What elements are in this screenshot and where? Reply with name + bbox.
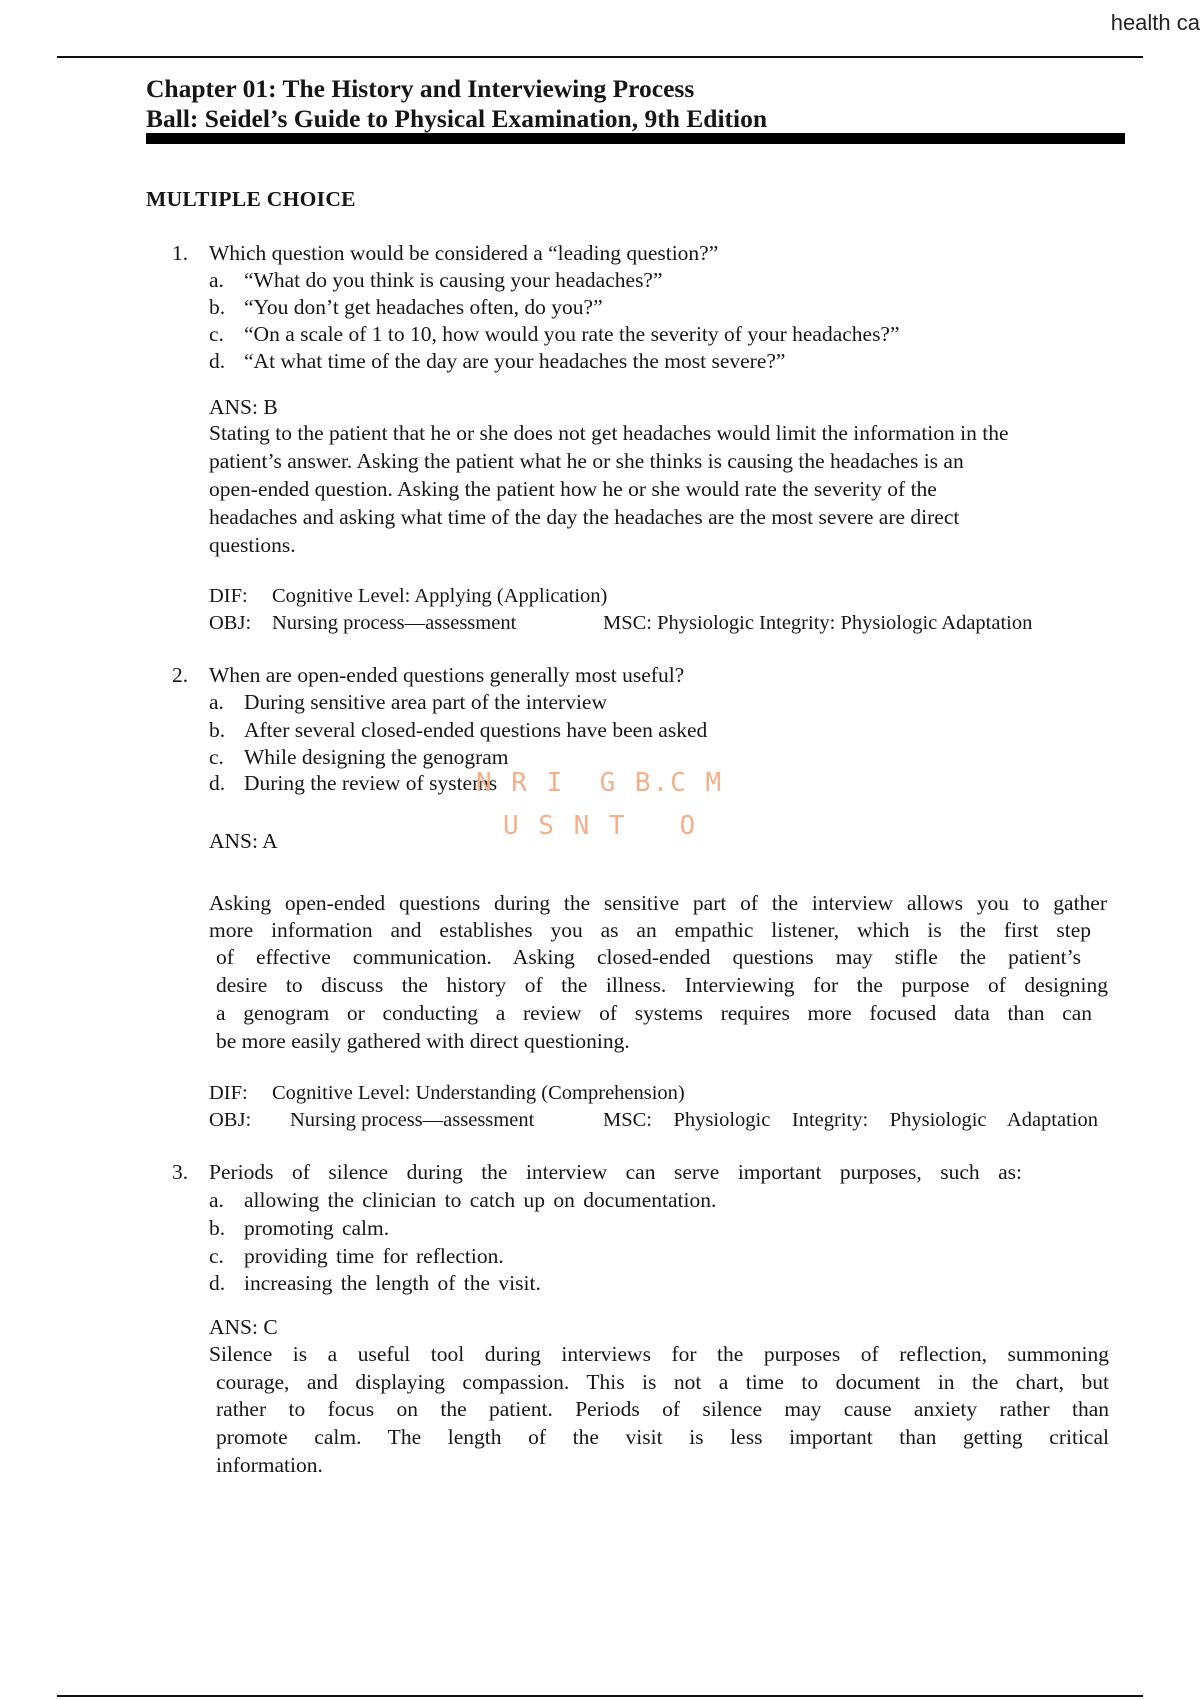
rationale-line: courage, and displaying compassion. This is not a time to document in the chart, but: [216, 1370, 1109, 1394]
header-divider: [57, 56, 1143, 58]
rationale-line: of effective communication. Asking closed-ended questions may stifle the patient’s: [216, 945, 1081, 969]
section-heading: MULTIPLE CHOICE: [146, 187, 356, 211]
option-letter: b.: [209, 718, 226, 742]
rationale-line: open-ended question. Asking the patient how he or she would rate the severity of the: [209, 477, 937, 501]
watermark-line-2: U S N T O: [503, 811, 698, 841]
watermark-line-1: N R I G B.C M: [476, 768, 724, 798]
option-text: allowing the clinician to catch up on documentation.: [244, 1188, 717, 1212]
option-letter: d.: [209, 771, 226, 795]
option-letter: d.: [209, 349, 226, 373]
question-number: 3.: [172, 1160, 189, 1184]
option-letter: a.: [209, 690, 224, 714]
footer-divider: [57, 1695, 1143, 1697]
option-text: After several closed-ended questions have been asked: [244, 718, 708, 742]
answer-key: ANS: A: [209, 829, 278, 853]
option-text: “On a scale of 1 to 10, how would you rate the severity of your headaches?”: [244, 322, 900, 346]
page-header-text: health ca: [1110, 10, 1200, 35]
question-number: 1.: [172, 241, 189, 265]
title-divider: [146, 133, 1125, 144]
option-text: “At what time of the day are your headaches the most severe?”: [244, 349, 786, 373]
msc-value: MSC: Physiologic Integrity: Physiologic Adaptation: [603, 612, 1033, 634]
rationale-line: a genogram or conducting a review of systems requires more focused data than can: [216, 1001, 1092, 1025]
dif-label: DIF:: [209, 585, 248, 607]
option-letter: c.: [209, 1244, 224, 1268]
rationale-line: be more easily gathered with direct questioning.: [216, 1029, 630, 1053]
rationale-line: rather to focus on the patient. Periods of silence may cause anxiety rather than: [216, 1397, 1109, 1421]
dif-value: Cognitive Level: Understanding (Comprehension): [272, 1082, 685, 1104]
rationale-line: patient’s answer. Asking the patient what he or she thinks is causing the headaches is an: [209, 449, 964, 473]
dif-label: DIF:: [209, 1082, 248, 1104]
question-text: Periods of silence during the interview can serve important purposes, such as:: [209, 1160, 1022, 1184]
question-text: Which question would be considered a “leading question?”: [209, 241, 719, 265]
question-number: 2.: [172, 663, 189, 687]
rationale-line: Asking open-ended questions during the sensitive part of the interview allows you to gather: [209, 891, 1107, 915]
option-text: “You don’t get headaches often, do you?”: [244, 295, 603, 319]
option-text: increasing the length of the visit.: [244, 1271, 541, 1295]
dif-value: Cognitive Level: Applying (Application): [272, 585, 608, 607]
option-text: “What do you think is causing your headaches?”: [244, 268, 663, 292]
option-letter: b.: [209, 1216, 226, 1240]
option-letter: c.: [209, 745, 224, 769]
rationale-line: more information and establishes you as an empathic listener, which is the first step: [209, 918, 1091, 942]
option-letter: c.: [209, 322, 224, 346]
obj-value: Nursing process—assessment: [290, 1109, 535, 1131]
rationale-line: headaches and asking what time of the day the headaches are the most severe are direct: [209, 505, 960, 529]
question-text: When are open-ended questions generally most useful?: [209, 663, 685, 687]
option-text: During sensitive area part of the interview: [244, 690, 607, 714]
option-text: During the review of systems: [244, 771, 498, 795]
chapter-title: Chapter 01: The History and Interviewing Process: [146, 74, 695, 103]
rationale-line: information.: [216, 1453, 323, 1477]
option-text: providing time for reflection.: [244, 1244, 504, 1268]
option-text: promoting calm.: [244, 1216, 390, 1240]
option-letter: a.: [209, 268, 224, 292]
book-title: Ball: Seidel’s Guide to Physical Examination, 9th Edition: [146, 104, 768, 133]
rationale-line: Stating to the patient that he or she does not get headaches would limit the information in the: [209, 421, 1009, 445]
rationale-line: Silence is a useful tool during interviews for the purposes of reflection, summoning: [209, 1342, 1109, 1366]
answer-key: ANS: C: [209, 1315, 278, 1339]
obj-value: Nursing process—assessment: [272, 612, 517, 634]
rationale-line: promote calm. The length of the visit is less important than getting critical: [216, 1425, 1109, 1449]
option-text: While designing the genogram: [244, 745, 509, 769]
option-letter: b.: [209, 295, 226, 319]
option-letter: d.: [209, 1271, 226, 1295]
rationale-line: desire to discuss the history of the illness. Interviewing for the purpose of designing: [216, 973, 1108, 997]
obj-label: OBJ:: [209, 612, 252, 634]
option-letter: a.: [209, 1188, 224, 1212]
answer-key: ANS: B: [209, 395, 278, 419]
obj-label: OBJ:: [209, 1109, 252, 1131]
msc-value: MSC: Physiologic Integrity: Physiologic Adaptation: [603, 1109, 1098, 1131]
rationale-line: questions.: [209, 533, 296, 557]
